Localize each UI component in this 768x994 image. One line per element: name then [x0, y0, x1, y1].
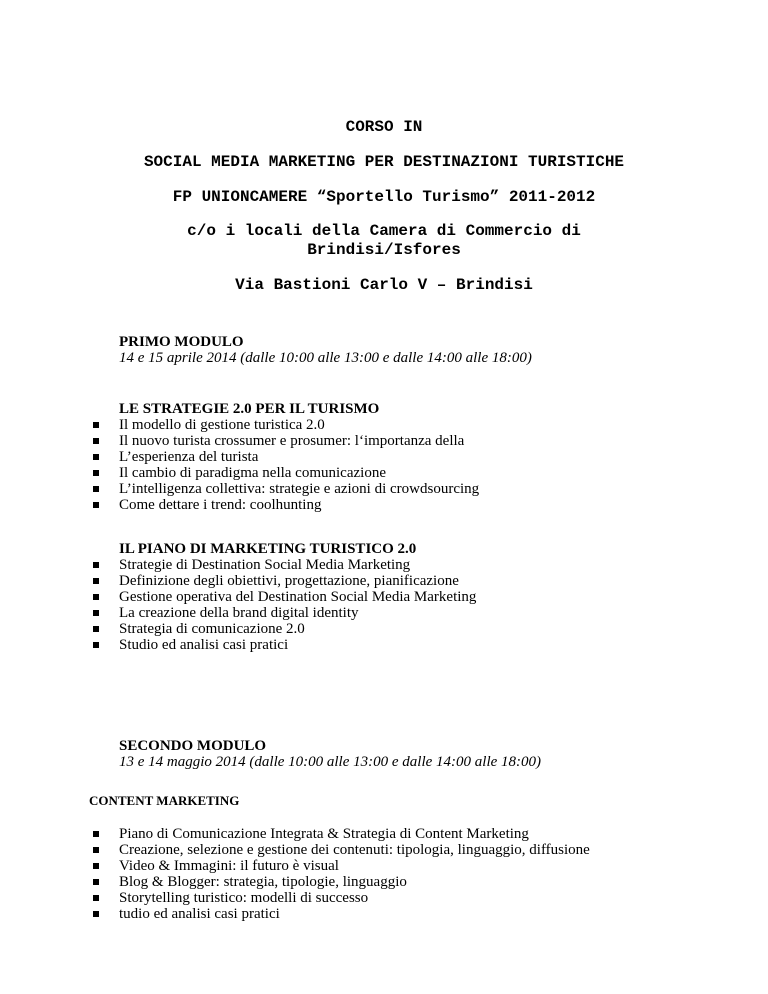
list-item: Gestione operativa del Destination Social Media Marketing [89, 589, 476, 605]
header-location-line2: Brindisi/Isfores [307, 241, 461, 259]
list-item: Il nuovo turista crossumer e prosumer: l‘importanza della [89, 433, 479, 449]
bullet-icon [93, 642, 99, 648]
section3-title: CONTENT MARKETING [89, 793, 240, 808]
list-item: Blog & Blogger: strategia, tipologie, linguaggio [89, 874, 590, 890]
bullet-icon [93, 879, 99, 885]
bullet-icon [93, 562, 99, 568]
list-item: Come dettare i trend: coolhunting [89, 497, 479, 513]
bullet-icon [93, 502, 99, 508]
bullet-icon [93, 847, 99, 853]
header-address: Via Bastioni Carlo V – Brindisi [235, 276, 533, 294]
bullet-icon [93, 911, 99, 917]
section1-list [89, 417, 479, 513]
list-item: L’esperienza del turista [89, 449, 479, 465]
bullet-icon [93, 470, 99, 476]
list-item: Strategie di Destination Social Media Marketing [89, 557, 476, 573]
section1-title: LE STRATEGIE 2.0 PER IL TURISMO [119, 401, 380, 417]
list-item: tudio ed analisi casi pratici [89, 906, 590, 922]
bullet-icon [93, 422, 99, 428]
bullet-icon [93, 486, 99, 492]
bullet-icon [93, 863, 99, 869]
list-item: Piano di Comunicazione Integrata & Strategia di Content Marketing [89, 826, 590, 842]
bullet-icon [93, 438, 99, 444]
section2-title: IL PIANO DI MARKETING TURISTICO 2.0 [119, 541, 417, 557]
list-item: Definizione degli obiettivi, progettazione, pianificazione [89, 573, 476, 589]
list-item: Il cambio di paradigma nella comunicazione [89, 465, 479, 481]
list-item: L’intelligenza collettiva: strategie e azioni di crowdsourcing [89, 481, 479, 497]
bullet-icon [93, 831, 99, 837]
module1-title: PRIMO MODULO [119, 334, 244, 350]
bullet-icon [93, 610, 99, 616]
bullet-icon [93, 454, 99, 460]
list-item: Il modello di gestione turistica 2.0 [89, 417, 479, 433]
bullet-icon [93, 895, 99, 901]
header-location-line1: c/o i locali della Camera di Commercio di [187, 222, 581, 240]
list-item: Video & Immagini: il futuro è visual [89, 858, 590, 874]
section2-list [89, 557, 476, 653]
bullet-icon [93, 594, 99, 600]
list-item: Creazione, selezione e gestione dei contenuti: tipologia, linguaggio, diffusione [89, 842, 590, 858]
section3-list [89, 826, 590, 922]
header-course-label: CORSO IN [345, 118, 423, 136]
bullet-icon [93, 578, 99, 584]
module2-date: 13 e 14 maggio 2014 (dalle 10:00 alle 13:00 e dalle 14:00 alle 18:00) [119, 754, 542, 770]
list-item: Studio ed analisi casi pratici [89, 637, 476, 653]
module1-date: 14 e 15 aprile 2014 (dalle 10:00 alle 13:00 e dalle 14:00 alle 18:00) [119, 350, 532, 366]
list-item: Storytelling turistico: modelli di successo [89, 890, 590, 906]
list-item: Strategia di comunicazione 2.0 [89, 621, 476, 637]
bullet-icon [93, 626, 99, 632]
module2-title: SECONDO MODULO [119, 738, 267, 754]
list-item: La creazione della brand digital identity [89, 605, 476, 621]
header-program: FP UNIONCAMERE “Sportello Turismo” 2011-2012 [172, 188, 596, 206]
header-course-title: SOCIAL MEDIA MARKETING PER DESTINAZIONI TURISTICHE [143, 153, 625, 171]
